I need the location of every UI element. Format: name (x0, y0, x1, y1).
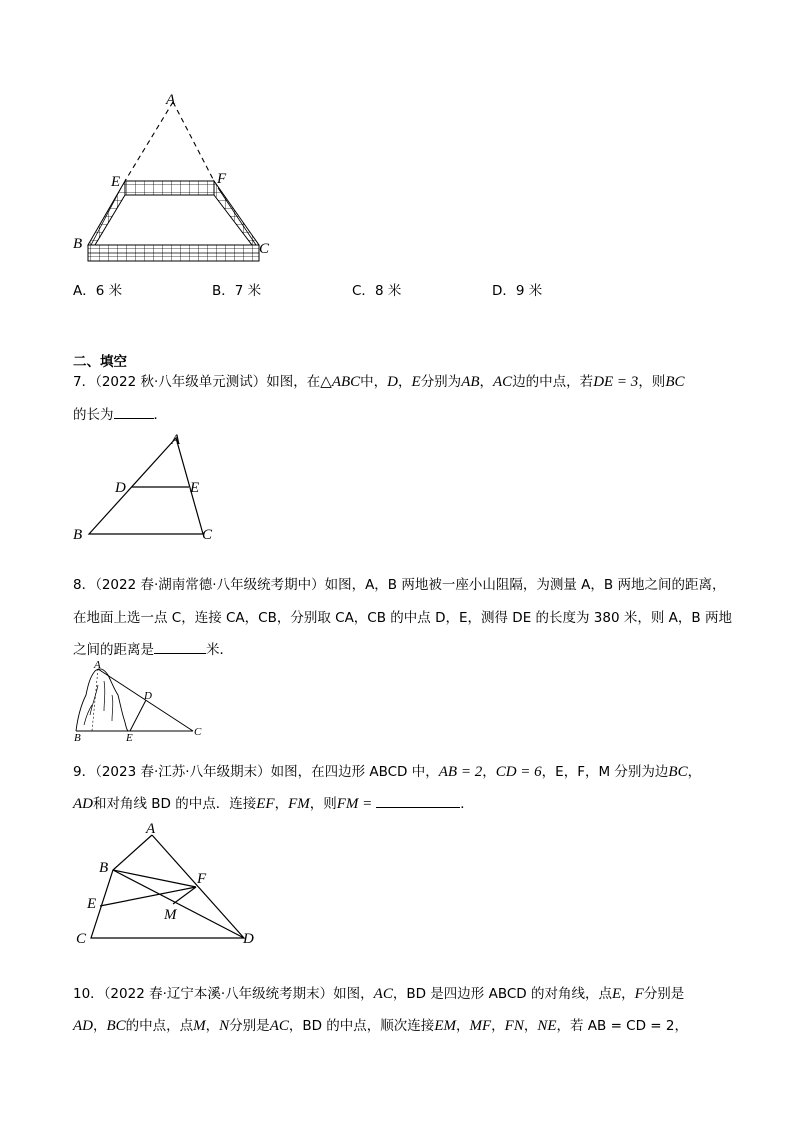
q9-label-B: B (99, 860, 109, 876)
q8-line3: 之间的距离是 米． (73, 642, 233, 658)
option-a: A．6 米 (73, 283, 123, 299)
label-F: F (217, 171, 227, 187)
label-B: B (73, 236, 83, 252)
q9-label-M: M (164, 907, 177, 923)
option-c: C．8 米 (352, 283, 402, 299)
q8-label-A: A (94, 659, 101, 671)
q8-label-C: C (194, 726, 202, 738)
q7-label-E: E (190, 480, 200, 496)
q8-label-E: E (126, 732, 133, 744)
label-A: A (166, 92, 176, 108)
q8-answer-blank[interactable] (154, 641, 206, 654)
q9-line1: 9．（2023 春·江苏·八年级期末）如图，在四边形 ABCD 中，AB = 2，CD = 6，E，F，M 分别为边BC， (73, 764, 702, 780)
q8-line1: 8．（2022 春·湖南常德·八年级统考期中）如图，A，B 两地被一座小山阻隔，为测量 A，B 两地之间的距离， (73, 577, 726, 593)
q9-quadrilateral-figure (0, 815, 800, 955)
q8-line2: 在地面上选一点 C，连接 CA，CB，分别取 CA，CB 的中点 D，E，测得 DE 的长度为 380 米，则 A，B 两地 (73, 610, 732, 626)
q9-line2: AD和对角线 BD 的中点．连接EF，FM，则FM = ． (73, 796, 474, 812)
q8-mountain-figure (0, 655, 800, 744)
q7-label-A: A (171, 432, 181, 448)
q7-label-C: C (202, 527, 213, 543)
q10-line1: 10．（2022 春·辽宁本溪·八年级统考期末）如图，AC，BD 是四边形 ABCD 的对角线，点E，F分别是 (73, 986, 685, 1002)
q9-answer-blank[interactable] (376, 795, 460, 808)
fence-right (214, 181, 259, 245)
q10-line2: AD，BC的中点，点M，N分别是AC，BD 的中点，顺次连接EM，MF，FN，NE，若 AB = CD = 2， (73, 1018, 688, 1034)
q9-label-E: E (87, 896, 97, 912)
q8-label-B: B (74, 732, 81, 744)
q8-label-D: D (144, 690, 152, 702)
q7-answer-blank[interactable] (114, 406, 154, 419)
q7-line1: 7．（2022 秋·八年级单元测试）如图，在△ABC中，D，E分别为AB，AC边的中点，若DE = 3，则BC (73, 374, 685, 390)
label-C: C (259, 241, 270, 257)
q7-label-B: B (73, 527, 83, 543)
q7-triangle-figure (0, 425, 800, 545)
fence-figure (0, 0, 800, 280)
label-E: E (111, 174, 121, 190)
option-b: B．7 米 (212, 283, 262, 299)
q9-label-C: C (76, 931, 87, 947)
q9-label-A: A (146, 821, 156, 837)
option-d: D．9 米 (492, 283, 543, 299)
section-title: 二、填空 (73, 354, 127, 370)
q7-label-D: D (115, 480, 126, 496)
q9-label-D: D (243, 931, 254, 947)
q9-label-F: F (197, 871, 207, 887)
fence-top (125, 181, 214, 195)
q7-line2: 的长为 ． (73, 407, 167, 423)
